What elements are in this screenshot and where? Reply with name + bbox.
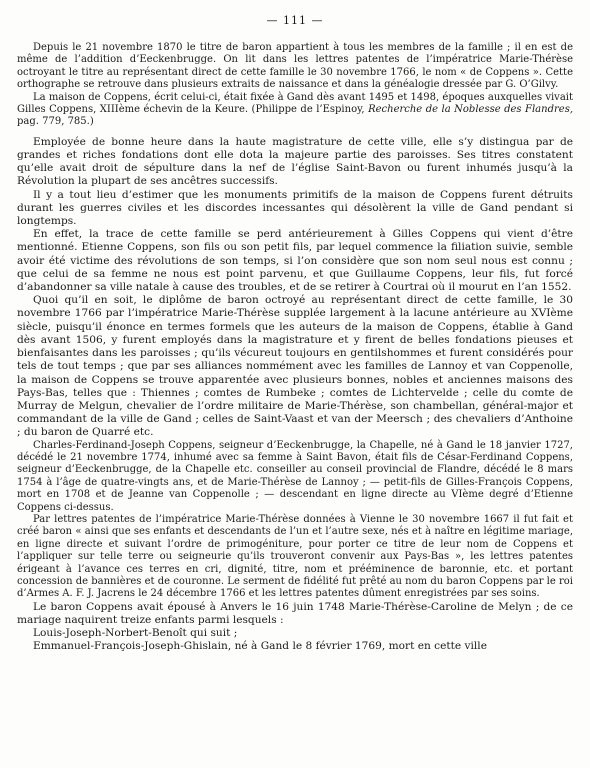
paragraph-emmanuel: Emmanuel-François-Joseph-Ghislain, né à Gand le 8 février 1769, mort en cette ville bbox=[33, 640, 487, 653]
paragraph-title-origin: Depuis le 21 novembre 1870 le titre de baron appartient à tous les membres de la famille ; il en est de même de l’addition d’Eeckenbrugge. On lit dans les lettres patentes de l’impératrice Marie-Thérèse octroyant le titre au représentant direct de cette famille le 30 novembre 1766, le nom « de Coppens ». Cette orthographe se retrouve dans plusieurs extraits de naissance et dans la généalogie dressée par G. O’Gilvy. bbox=[17, 42, 573, 91]
paragraph-house-origin bbox=[17, 92, 573, 129]
paragraph-marriage: Le baron Coppens avait épousé à Anvers le 16 juin 1748 Marie-Thérèse-Caroline de Melyn ; de ce mariage naquirent treize enfants parmi lesquels : bbox=[17, 600, 573, 626]
paragraph-louis: Louis-Joseph-Norbert-Benoît qui suit ; bbox=[33, 627, 238, 640]
paragraph-magistracy: Employée de bonne heure dans la haute magistrature de cette ville, elle s’y distingua par de grandes et riches fondations dont elle dota la majeure partie des paroisses. Ses titres constatent qu’elle avait droit de sépulture dans la nef de l’église Saint-Bavon ou furent inhumés jusqu’à la Révolution la plupart de ses ancêtres successifs. bbox=[17, 135, 573, 188]
book-title: Recherche de la Noblesse des Flandres, bbox=[368, 104, 573, 116]
paragraph-house-origin-tail: pag. 779, 785.) bbox=[17, 116, 94, 128]
paragraph-letters-patent: Par lettres patentes de l’impératrice Marie-Thérèse données à Vienne le 30 novembre 1667 il fut fait et créé baron « ainsi que ses enfants et descendants de l’un et l’autre sexe, nés et à naître en légitime mariage, en ligne directe et suivant l’ordre de primogéniture, pour porter ce titre de leur nom de Coppens et l’appliquer sur telle terre ou seigneurie qu’ils trouveront convenir aux Pays-Bas », les lettres patentes érigeant à l’avance ces terres en cri, dignité, titre, nom et prééminence de baronnie, etc. et portant concession de bannières et de couronne. Le serment de fidélité fut prêté au nom du baron Coppens par le roi d’Armes A. F. J. Jacrens le 24 décembre 1766 et les lettres patentes dûment enregistrées par ses soins. bbox=[17, 513, 573, 600]
page-number: — 111 — bbox=[266, 14, 324, 27]
paragraph-diploma: Quoi qu’il en soit, le diplôme de baron octroyé au représentant direct de cette famille, le 30 novembre 1766 par l’impératrice Marie-Thérèse supplée largement à la lacune antérieure au XVIème siècle, puisqu’il énonce en termes formels que les auteurs de la maison de Coppens, établie à Gand dès avant 1506, y furent employés dans la magistrature et y firent de belles fondations pieuses et bienfaisantes dans les paroisses ; qu’ils vécureut toujours en gentilshommes et furent considérés pour tels de tout temps ; que par ses alliances nommément avec les familles de Lannoy et van Coppenolle, la maison de Coppens se trouve apparentée avec plusieurs bonnes, nobles et anciennes maisons des Pays-Bas, telles que : Thiennes ; comtes de Rumbeke ; comtes de Lichtervelde ; celle du comte de Murray de Melgun, chevalier de l’ordre militaire de Marie-Thérèse, son chambellan, général-major et commandant de la ville de Gand ; celles de Saint-Vaast et van der Meersch ; des chevaliers d’Anthoine ; du baron de Quarré etc. bbox=[17, 294, 573, 439]
paragraph-monuments: Il y a tout lieu d’estimer que les monuments primitifs de la maison de Coppens furent détruits durant les guerres civiles et les discordes incessantes qui désolèrent la ville de Gand pendant si longtemps. bbox=[17, 188, 573, 228]
paragraph-charles-ferdinand: Charles-Ferdinand-Joseph Coppens, seigneur d’Eeckenbrugge, la Chapelle, né à Gand le 18 janvier 1727, décédé le 21 novembre 1774, inhumé avec sa femme à Saint Bavon, était fils de César-Ferdinand Coppens, seigneur d’Eeckenbrugge, de la Chapelle etc. conseiller au conseil provincial de Flandre, décédé le 8 mars 1754 à l’âge de quatre-vingts ans, et de Marie-Thérèse de Lannoy ; — petit-fils de Gilles-François Coppens, mort en 1708 et de Jeanne van Coppenolle ; — descendant en ligne directe au VIème degré d’Etienne Coppens ci-dessus. bbox=[17, 439, 573, 513]
paragraph-house-origin-text: La maison de Coppens, écrit celui-ci, était fixée à Gand dès avant 1495 et 1498, époques auxquelles vivait Gilles Coppens, XIIIème échevin de la Keure. (Philippe de l’Espinoy, bbox=[17, 91, 573, 116]
document-body bbox=[17, 42, 573, 654]
paragraph-lineage-trace: En effet, la trace de cette famille se perd antérieurement à Gilles Coppens qui vient d’être mentionné. Etienne Coppens, son fils ou son petit fils, par lequel commence la filiation suivie, semble avoir été victime des révolutions de son temps, si l’on considère que son nom seul nous est connu ; que celui de sa femme ne nous est point parvenu, et que Guillaume Coppens, leur fils, fut forcé d’abandonner sa ville natale à cause des troubles, et de se retirer à Courtrai où il mourut en l’an 1552. bbox=[17, 228, 573, 294]
